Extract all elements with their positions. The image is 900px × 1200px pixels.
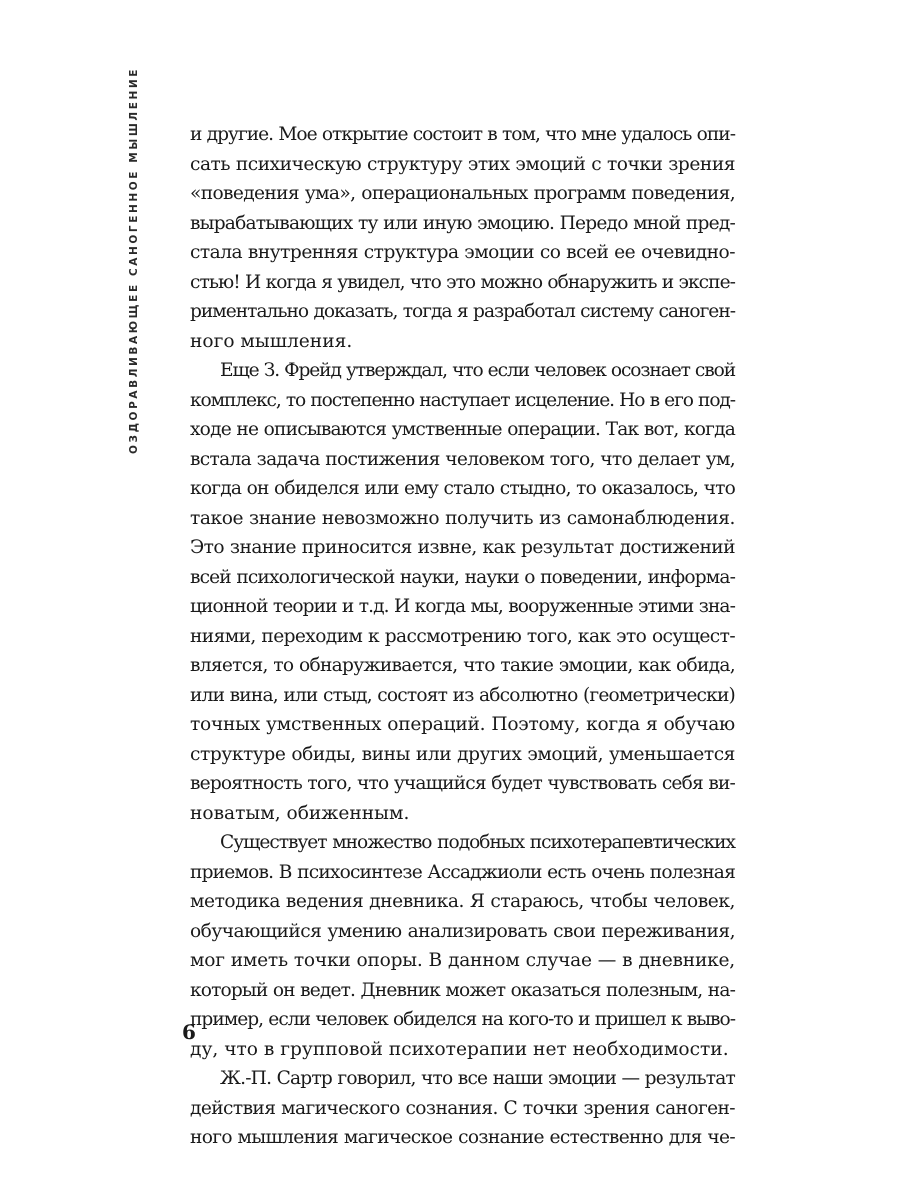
paragraph-2 <box>190 356 735 828</box>
running-head: ОЗДОРАВЛИВАЮЩЕЕ САНОГЕННОЕ МЫШЛЕНИЕ <box>128 66 140 454</box>
text-line: всей психологической науки, науки о поведении, информа- <box>190 566 735 588</box>
text-line: который он ведет. Дневник может оказаться полезным, на- <box>190 979 735 1001</box>
text-line: и другие. Мое открытие состоит в том, что мне удалось опи- <box>190 124 735 145</box>
text-line: ду, что в групповой психотерапии нет необходимости. <box>190 1038 729 1060</box>
text-line: комплекс, то постепенно наступает исцеление. Но в его под- <box>190 389 735 411</box>
text-line: Это знание приносится извне, как результат достижений <box>190 537 735 558</box>
text-line: приемов. В психосинтезе Ассаджиоли есть очень полезная <box>190 861 735 883</box>
text-line: пример, если человек обиделся на кого-то и пришел к выво- <box>190 1009 735 1030</box>
text-line: стала внутренняя структура эмоции со всей ее очевидно- <box>190 242 735 263</box>
text-line: сать психическую структуру этих эмоций с точки зрения <box>190 153 735 175</box>
text-line: стью! И когда я увидел, что это можно обнаружить и экспе- <box>190 271 735 293</box>
text-line: или вина, или стыд, состоят из абсолютно (геометрически) <box>190 684 735 706</box>
text-line: когда он обиделся или ему стало стыдно, то оказалось, что <box>190 478 735 499</box>
page-number: 6 <box>182 1020 196 1044</box>
text-line: ходе не описываются умственные операции. Так вот, когда <box>190 419 735 440</box>
text-line: новатым, обиженным. <box>190 802 410 824</box>
text-line: вероятность того, что учащийся будет чувствовать себя ви- <box>190 773 735 794</box>
paragraph-4 <box>190 1064 735 1153</box>
text-line: обучающийся умению анализировать свои переживания, <box>190 920 735 942</box>
text-line: методика ведения дневника. Я стараюсь, чтобы человек, <box>190 891 735 912</box>
text-line: ного мышления магическое сознание естественно для че- <box>190 1127 735 1148</box>
text-line: действия магического сознания. С точки зрения саноген- <box>190 1097 735 1119</box>
paragraph-1 <box>190 120 735 356</box>
paragraph-3 <box>190 828 735 1064</box>
text-line: ционной теории и т.д. И когда мы, вооруженные этими зна- <box>190 596 735 617</box>
text-line: ного мышления. <box>190 330 353 352</box>
text-line: вырабатывающих ту или иную эмоцию. Передо мной пред- <box>190 212 735 234</box>
text-line: ниями, переходим к рассмотрению того, как это осущест- <box>190 625 735 647</box>
text-line: точных умственных операций. Поэтому, когда я обучаю <box>190 714 735 735</box>
text-line: Еще З. Фрейд утверждал, что если человек осознает свой <box>220 360 735 381</box>
text-line: вляется, то обнаруживается, что такие эмоции, как обида, <box>190 655 735 676</box>
text-line: структуре обиды, вины или других эмоций, уменьшается <box>190 743 735 765</box>
text-line: встала задача постижения человеком того, что делает ум, <box>190 448 735 470</box>
text-line: риментально доказать, тогда я разработал систему саноген- <box>190 301 735 322</box>
body-text <box>190 120 735 1153</box>
text-line: Ж.-П. Сартр говорил, что все наши эмоции — результат <box>220 1068 735 1089</box>
text-line: «поведения ума», операциональных программ поведения, <box>190 183 735 204</box>
text-line: такое знание невозможно получить из самонаблюдения. <box>190 507 735 529</box>
text-line: мог иметь точки опоры. В данном случае — в дневнике, <box>190 950 735 971</box>
text-line: Существует множество подобных психотерапевтических <box>220 832 735 853</box>
